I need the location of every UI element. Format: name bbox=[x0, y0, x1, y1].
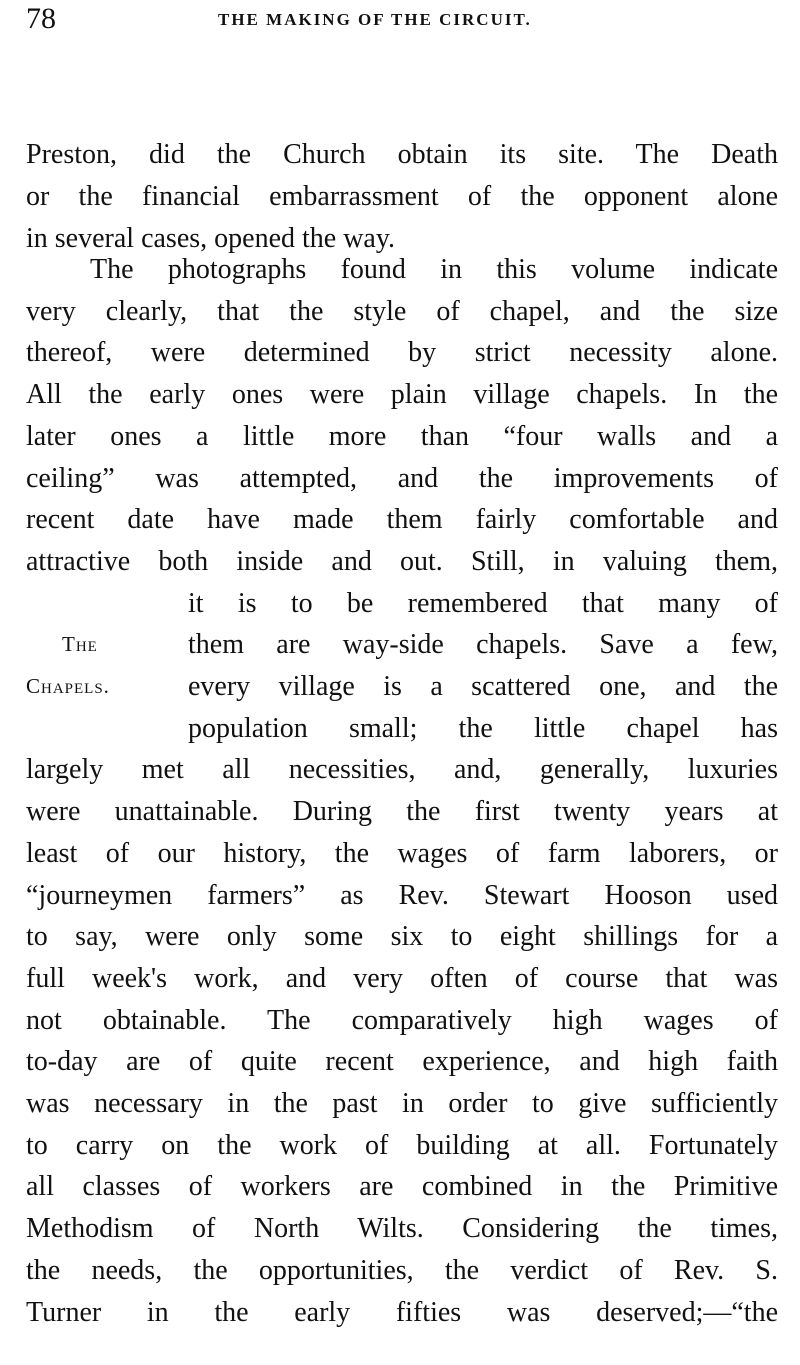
text-line: to say, were only some six to eight shillings for a bbox=[26, 921, 778, 953]
text-line: ceiling” was attempted, and the improvements of bbox=[26, 462, 778, 494]
text-line: the needs, the opportunities, the verdict of Rev. S. bbox=[26, 1254, 778, 1286]
text-line: later ones a little more than “four walls and a bbox=[26, 420, 778, 452]
text-line: were unattainable. During the first twenty years at bbox=[26, 796, 778, 828]
text-line: very clearly, that the style of chapel, and the size bbox=[26, 295, 778, 327]
text-line: The photographs found in this volume indicate bbox=[90, 254, 778, 285]
text-line: not obtainable. The comparatively high wages of bbox=[26, 1004, 778, 1036]
text-line: in several cases, opened the way. bbox=[26, 223, 396, 254]
text-line: Turner in the early fifties was deserved;—“the bbox=[26, 1296, 778, 1328]
text-line: “journeymen farmers” as Rev. Stewart Hooson used bbox=[26, 879, 778, 911]
page-number: 78 bbox=[26, 2, 56, 35]
text-line: All the early ones were plain village chapels. In the bbox=[26, 379, 778, 411]
text-line: full week's work, and very often of course that was bbox=[26, 962, 778, 994]
text-line: it is to be remembered that many of bbox=[188, 587, 778, 619]
text-line: largely met all necessities, and, generally, luxuries bbox=[26, 754, 778, 786]
text-line: least of our history, the wages of farm laborers, or bbox=[26, 837, 778, 869]
text-line: every village is a scattered one, and the bbox=[188, 671, 778, 702]
text-line: Methodism of North Wilts. Considering the times, bbox=[26, 1213, 778, 1245]
text-line: to carry on the work of building at all. Fortunately bbox=[26, 1129, 778, 1161]
side-note-line: Chapels. bbox=[26, 674, 110, 698]
text-line: thereof, were determined by strict necessity alone. bbox=[26, 337, 778, 369]
text-line: or the financial embarrassment of the opponent alone bbox=[26, 181, 778, 212]
text-line: Preston, did the Church obtain its site. The Death bbox=[26, 139, 778, 170]
text-line: population small; the little chapel has bbox=[188, 712, 778, 744]
text-line: all classes of workers are combined in the Primitive bbox=[26, 1171, 778, 1203]
text-line: to-day are of quite recent experience, and high faith bbox=[26, 1046, 778, 1078]
text-line: them are way-side chapels. Save a few, bbox=[188, 629, 778, 661]
running-head: THE MAKING OF THE CIRCUIT. bbox=[218, 10, 532, 29]
text-line: recent date have made them fairly comfortable and bbox=[26, 504, 778, 536]
text-line: was necessary in the past in order to give sufficiently bbox=[26, 1088, 778, 1119]
side-note-line: The bbox=[62, 632, 98, 656]
text-line: attractive both inside and out. Still, in valuing them, bbox=[26, 545, 778, 577]
